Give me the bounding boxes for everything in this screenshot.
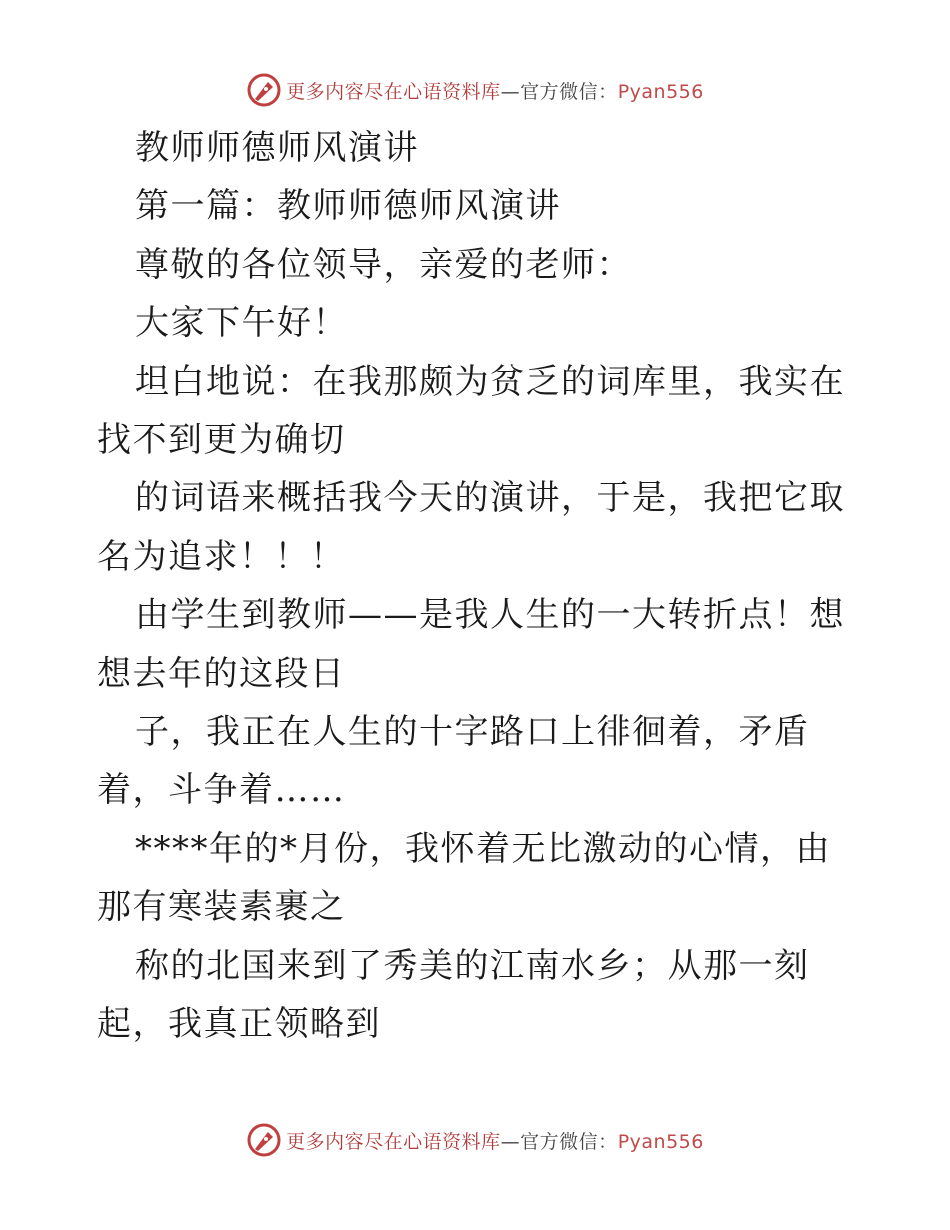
watermark-main: 更多内容尽在心语资料库: [286, 80, 501, 103]
watermark-main: 更多内容尽在心语资料库: [286, 1130, 501, 1153]
watermark-text: [286, 77, 704, 104]
paragraph: 的词语来概括我今天的演讲，于是，我把它取名为追求！！！: [97, 478, 845, 577]
header-watermark: [0, 70, 950, 110]
section-heading: 第一篇：教师师德师风演讲: [135, 186, 561, 227]
watermark-wechat-id: Pyan556: [617, 1130, 704, 1153]
pen-nib-logo-icon: [246, 1122, 282, 1158]
paragraph: 称的北国来到了秀美的江南水乡；从那一刻起，我真正领略到: [97, 945, 810, 1045]
doc-title: 教师师德师风演讲: [135, 128, 419, 168]
watermark-wechat-id: Pyan556: [617, 80, 704, 103]
salutation: 尊敬的各位领导，亲爱的老师：: [135, 244, 632, 285]
watermark-separator: —官方微信：: [500, 1130, 618, 1153]
pen-nib-logo-icon: [246, 72, 282, 108]
greeting: 大家下午好！: [135, 303, 348, 344]
paragraph: ****年的*月份，我怀着无比激动的心情，由那有寒装素裹之: [97, 828, 831, 928]
watermark-separator: —官方微信：: [500, 80, 618, 103]
footer-watermark: [0, 1120, 950, 1160]
watermark-text: [286, 1127, 704, 1154]
paragraph: 由学生到教师——是我人生的一大转折点！想想去年的这段日: [97, 595, 845, 694]
paragraph: 子，我正在人生的十字路口上徘徊着，矛盾着，斗争着……: [97, 712, 810, 811]
paragraph: 坦白地说：在我那颇为贫乏的词库里，我实在找不到更为确切: [97, 361, 845, 461]
document-body: [97, 119, 857, 1054]
